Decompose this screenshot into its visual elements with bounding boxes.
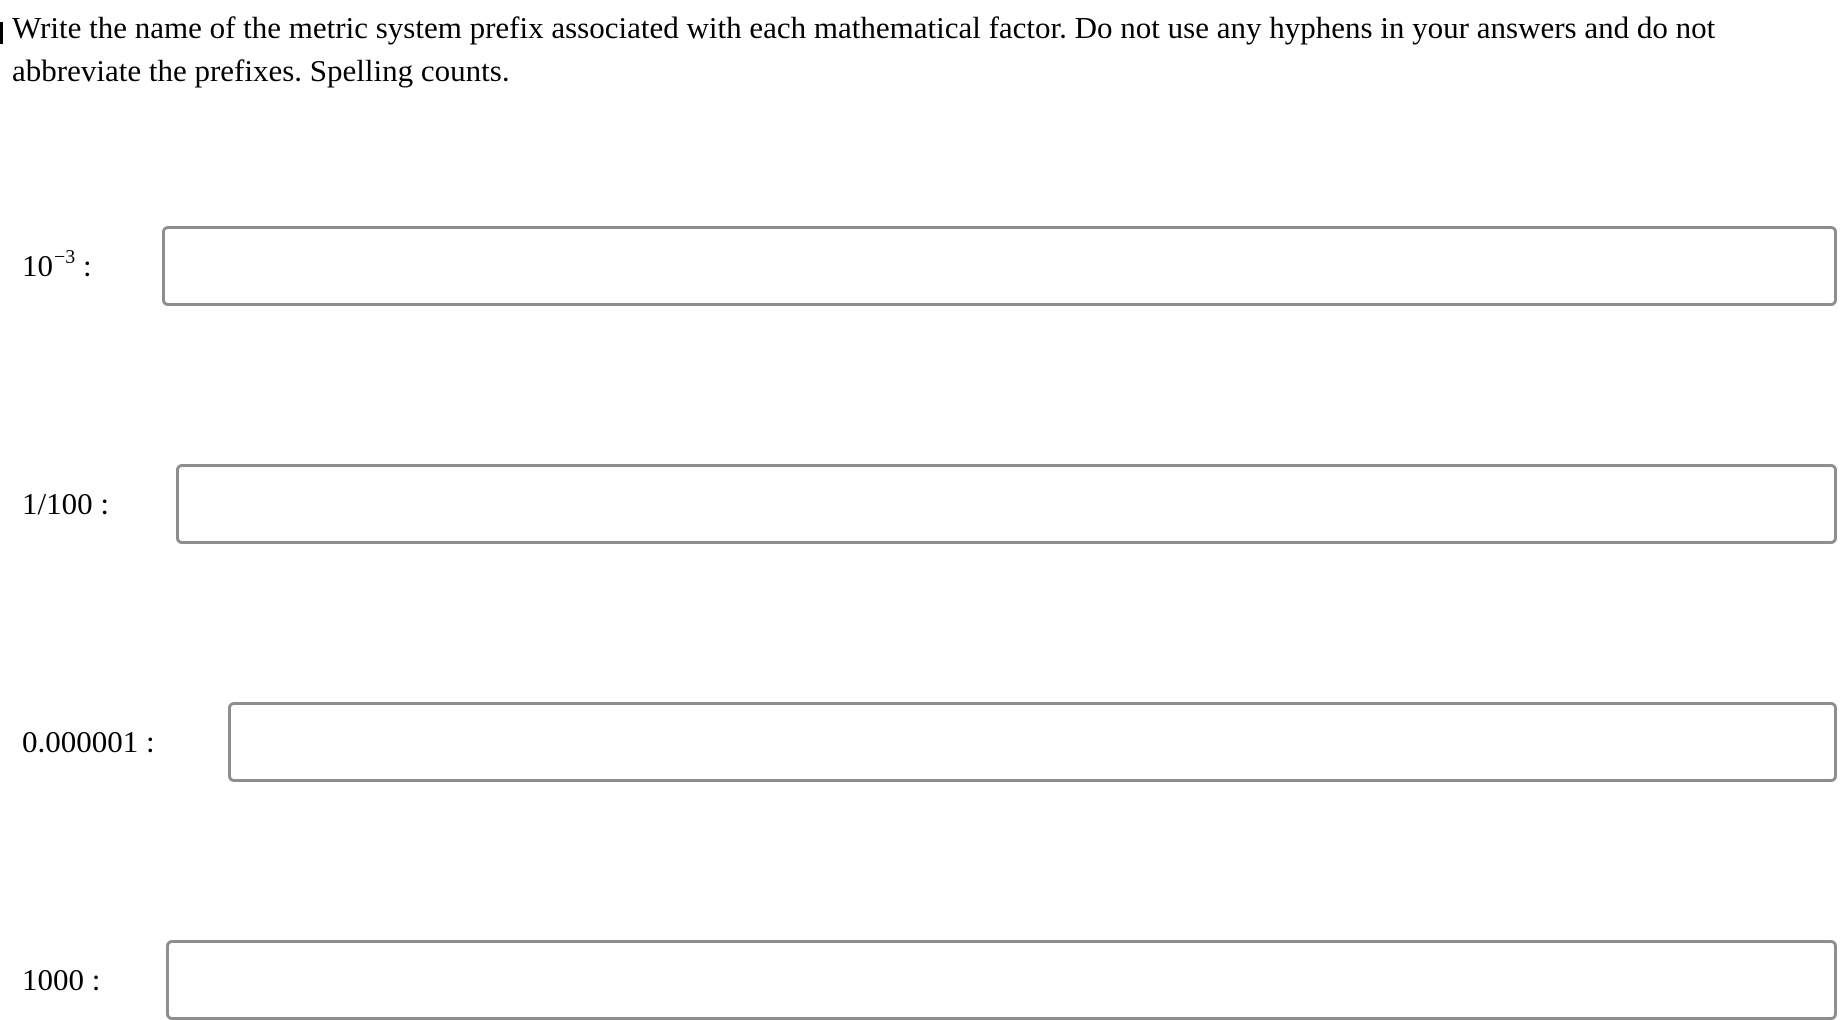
factor-label	[22, 464, 109, 544]
factor-text: 0.000001	[22, 724, 139, 759]
factor-row-4	[22, 940, 1840, 1020]
factor-row-1	[22, 226, 1840, 306]
factor-separator: :	[146, 724, 155, 759]
factor-separator: :	[83, 248, 92, 283]
factor-exponent: −3	[54, 246, 76, 268]
factor-label	[22, 226, 92, 306]
answer-input-4[interactable]	[166, 940, 1837, 1020]
answer-input-2[interactable]	[176, 464, 1837, 544]
factor-text: 1/100	[22, 486, 93, 521]
factor-row-2	[22, 464, 1840, 544]
factor-separator: :	[100, 486, 109, 521]
factor-text: 1000	[22, 962, 84, 997]
answer-input-3[interactable]	[228, 702, 1837, 782]
factor-row-3	[22, 702, 1840, 782]
factor-label	[22, 940, 100, 1020]
answer-input-1[interactable]	[162, 226, 1837, 306]
factor-label	[22, 702, 155, 782]
factor-separator: :	[91, 962, 101, 997]
left-edge-mark	[0, 22, 3, 44]
question-instructions: Write the name of the metric system prefix associated with each mathematical factor. Do not use any hyphens in your answers and do not abbreviate the prefixes. Spelling counts.	[12, 10, 1716, 88]
factor-base: 10	[22, 248, 53, 283]
